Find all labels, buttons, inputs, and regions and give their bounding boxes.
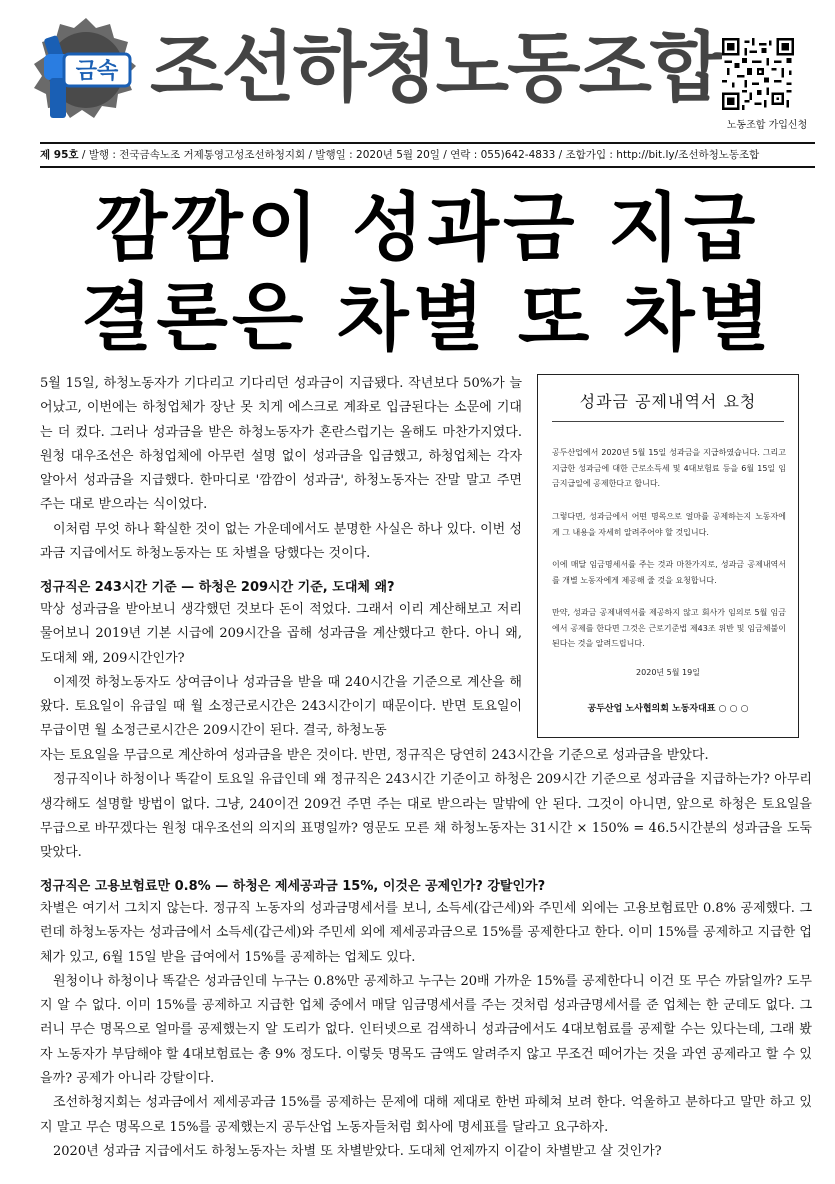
intro-paragraph-1: 5월 15일, 하청노동자가 기다리고 기다리던 성과금이 지급됐다. 작년보다 50%가 늘어났고, 이번에는 하청업체가 장난 못 치게 에스크로 계좌로 입금된다는 소문에 기대는 더 컸다. 그러나 성과금을 받은 하청노동자가 혼란스럽기는 올해도 마찬가지였다. 원청 대우조선은 하청업체에 아무런 설명 없이 성과금을 입금했고, 하청업체는 각자 알아서 성과금을 지급했다. 한마디로 '깜깜이 성과금', 하청노동자는 잔말 말고 주면 주는 대로 받으라는 식이었다. — [40, 376, 522, 513]
union-logo-icon — [30, 14, 142, 126]
intro-paragraph-2: 이처럼 무엇 하나 확실한 것이 없는 가운데에서도 분명한 사실은 하나 있다. 이번 성과금 지급에서도 하청노동자는 또 차별을 당했다는 것이다. — [40, 521, 522, 562]
intro-section — [40, 372, 522, 566]
request-notice-paragraph-2: 그렇다면, 성과금에서 어떤 명목으로 얼마를 공제하는지 노동자에게 그 내용을 자세히 알려주어야 할 것입니다. — [552, 512, 786, 537]
request-notice-paragraph-3: 이에 매달 임금명세서를 주는 것과 마찬가지로, 성과금 공제내역서를 개별 노동자에게 제공해 줄 것을 요청합니다. — [552, 560, 786, 585]
qr-code-icon[interactable] — [722, 38, 794, 110]
section-1-paragraph-1: 막상 성과금을 받아보니 생각했던 것보다 돈이 적었다. 그래서 이리 계산해보고 저리 물어보니 2019년 기본 시급에 209시간을 곱해 성과금을 계산했다고 한다. 아니 왜, 도대체 왜, 209시간인가? — [40, 602, 522, 666]
publication-details: / 발행 : 전국금속노조 거제통영고성조선하청지회 / 발행일 : 2020년 5월 20일 / 연락 : 055)642-4833 / 조합가입 : http://bit.ly/조선하청노동조합 — [78, 149, 760, 161]
section-2-paragraph-3: 조선하청지회는 성과금에서 제세공과금 15%를 공제하는 문제에 대해 제대로 한번 파헤쳐 보려 한다. 억울하고 분하다고 말만 하고 있지 말고 무슨 명목으로 15%를 공제했는지 공두산업 노동자들처럼 회사에 명세표를 달라고 요구하자. — [40, 1095, 812, 1135]
union-name-title: 조선하청노동조합 — [150, 23, 722, 112]
qr-caption: 노동조합 가입신청 — [726, 120, 808, 131]
issue-number: 제 95호 — [40, 149, 79, 161]
section-2-paragraph-4: 2020년 성과금 지급에서도 하청노동자는 차별 또 차별받았다. 도대체 언제까지 이같이 차별받고 살 것인가? — [53, 1143, 662, 1159]
request-notice-title: 성과금 공제내역서 요청 — [579, 392, 757, 411]
section-1-body-bottom — [40, 744, 812, 865]
section-2-body — [40, 897, 812, 1164]
section-1-body-top — [40, 598, 522, 744]
publication-info-bar — [40, 142, 815, 168]
logo-text: 금속 — [75, 59, 119, 84]
request-notice-paragraph-4: 만약, 성과금 공제내역서를 제공하지 않고 회사가 임의로 5월 임금에서 공제를 한다면 그것은 근로기준법 제43조 위반 및 임금체불이 된다는 것을 알려드립니다. — [552, 608, 786, 648]
headline-line-2: 결론은 차별 또 차별 — [80, 275, 775, 361]
section-1-paragraph-3: 정규직이나 하청이나 똑같이 토요일 유급인데 왜 정규직은 243시간 기준이고 하청은 209시간 기준으로 성과금을 지급하는가? 아무리 생각해도 설명할 방법이 없다. 그냥, 240이건 209건 주면 주는 대로 받으라는 말밖에 안 된다. 그것이 아니면, 앞으로 하청은 토요일을 무급으로 바꾸겠다는 원청 대우조선의 의지의 표명일까? 영문도 모른 채 하청노동자는 31시간 × 150% = 46.5시간분의 성과금을 도둑맞았다. — [40, 772, 812, 861]
headline — [40, 183, 815, 363]
section-2-paragraph-1: 차별은 여기서 그치지 않는다. 정규직 노동자의 성과금명세서를 보니, 소득세(갑근세)와 주민세 외에는 고용보험료만 0.8% 공제했다. 그런데 하청노동자는 성과금에서 소득세(갑근세)와 주민세 외에 제세공과금으로 15%를 공제한다고 한다. 이미 15%를 공제하고 지급한 업체가 있고, 6월 15일 받을 급여에서 15%를 공제하는 업체도 있다. — [40, 901, 812, 965]
section-1-paragraph-2a: 이제껏 하청노동자도 상여금이나 성과금을 받을 때 240시간을 기준으로 계산을 해왔다. 토요일이 유급일 때 월 소정근로시간은 243시간이기 때문이다. 반면 토요일이 무급이면 월 소정근로시간은 209시간이 된다. 결국, 하청노동 — [40, 674, 523, 739]
request-notice-divider — [552, 421, 784, 422]
request-notice-date: 2020년 5월 19일 — [636, 668, 700, 677]
request-notice-box — [537, 374, 799, 738]
section-2-paragraph-2: 원청이나 하청이나 똑같은 성과금인데 누구는 0.8%만 공제하고 누구는 20배 가까운 15%를 공제한다니 이건 또 무슨 까닭일까? 도무지 알 수 없다. 이미 15%를 공제하고 지급한 업체 중에서 매달 임금명세서를 주는 것처럼 성과금명세서를 준 업체는 한 군데도 없다. 그러니 무슨 명목으로 얼마를 공제했는지 알 도리가 없다. 인터넷으로 검색하니 성과금에서도 4대보험료를 공제할 수는 있다는데, 그래 봤자 노동자가 부담해야 할 4대보험료는 총 9% 정도다. 이렇듯 명목도 금액도 알려주지 않고 무조건 떼어가는 것을 과연 공제라고 할 수 있을까? 공제가 아니라 강탈이다. — [40, 973, 812, 1087]
section-2-heading: 정규직은 고용보험료만 0.8% — 하청은 제세공과금 15%, 이것은 공제인가? 강탈인가? — [40, 879, 546, 894]
headline-line-1: 깜깜이 성과금 지급 — [95, 185, 760, 271]
masthead — [0, 0, 835, 140]
section-1-paragraph-2b: 자는 토요일을 무급으로 계산하여 성과금을 받은 것이다. 반면, 정규직은 당연히 243시간을 기준으로 성과금을 받았다. — [40, 748, 709, 763]
section-1-heading: 정규직은 243시간 기준 — 하청은 209시간 기준, 도대체 왜? — [40, 580, 395, 595]
request-notice-paragraph-1: 공두산업에서 2020년 5월 15일 성과금을 지급하였습니다. 그리고 지급한 성과금에 대한 근로소득세 및 4대보험료 등을 6월 15일 임금지급일에 공제한다고 합니다. — [552, 448, 786, 488]
request-notice-signature: 공두산업 노사협의회 노동자대표 ○ ○ ○ — [587, 704, 749, 714]
